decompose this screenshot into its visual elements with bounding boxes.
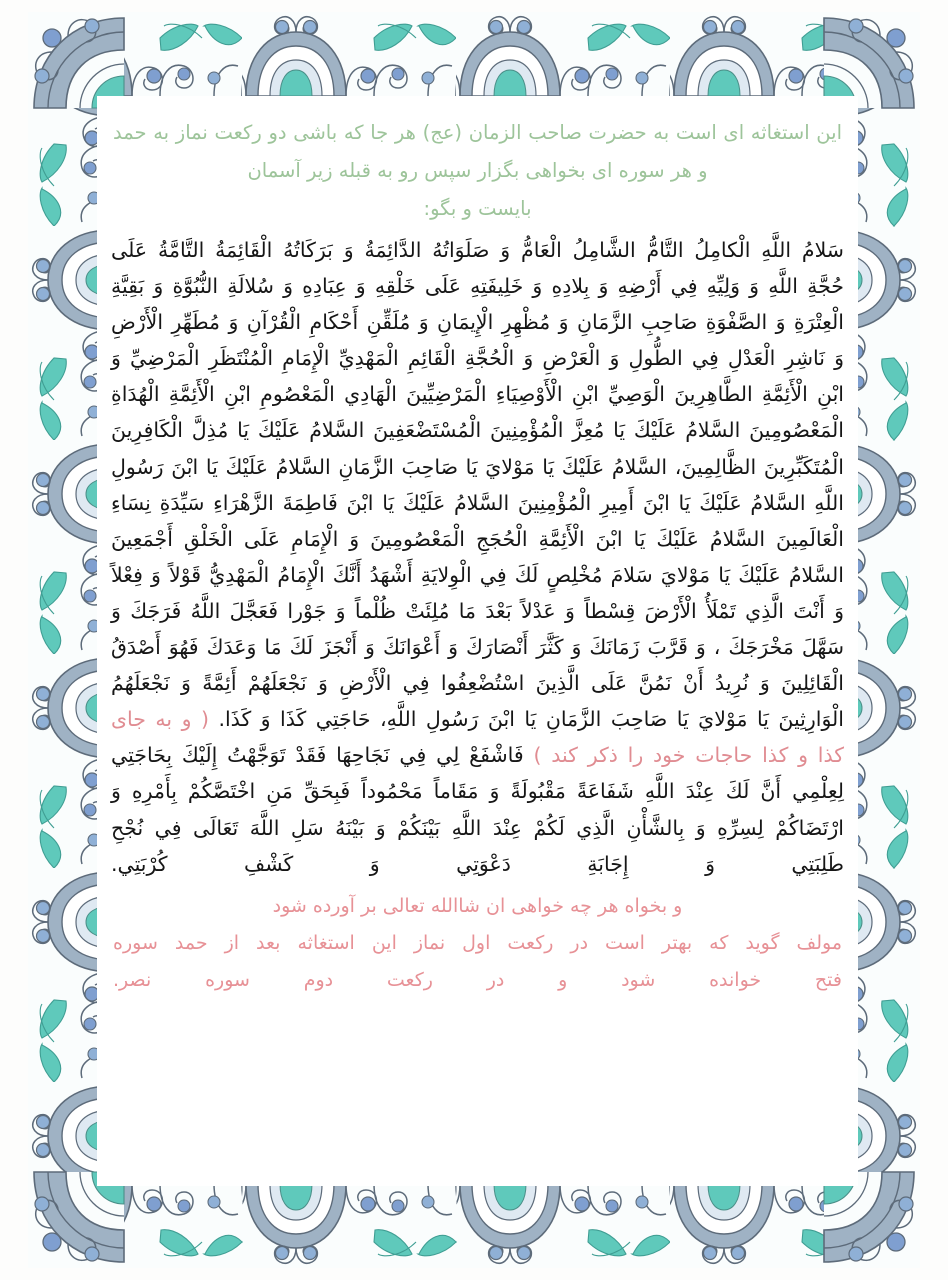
arabic-line-after-3: عِنْدَ اللَّهِ بَيْنَكُمْ وَ بَيْنَهُ سَلِ اللَّهَ تَعَالَى فِي نُجْحِ طَلِبَتِي وَ إِجَابَةِ دَعْوَتِي وَ كَشْفِ كُرْبَتِي. bbox=[111, 815, 844, 876]
intro-line-2: رکعت نماز به حمد و هر سوره ای بخواهی بگزار سپس رو به قبله زیر آسمان bbox=[113, 121, 708, 182]
arabic-line-6: الْمَرْضِيِّينَ الْهَادِي الْمَعْصُومِ ابْنِ الْأَئِمَّةِ الْهُدَاةِ الْمَعْصُومِينَ السَّلامُ عَلَيْكَ يَا مُعِزَّ bbox=[111, 382, 844, 443]
border-bottom bbox=[124, 1172, 824, 1268]
arabic-line-14: وَ أَنْجَزَ لَكَ مَا وَعَدَكَ فَهُوَ أَصْدَقُ الْقَائِلِينَ وَ نُرِيدُ أَنْ نَمُنَّ عَلَى الَّذِينَ اسْتُضْعِفُوا bbox=[111, 635, 844, 696]
intro-line-1: این استغاثه ای است به حضرت صاحب الزمان (عج) هر جا که باشی دو bbox=[268, 121, 842, 144]
arabic-hajati-phrase: رَسُولِ اللَّهِ، حَاجَتِي كَذَا وَ كَذَا. bbox=[218, 707, 479, 732]
arabic-line-8: السَّلامُ عَلَيْكَ يَا مَوْلايَ يَا صَاحِبَ الزَّمَانِ السَّلامُ عَلَيْكَ يَا ابْنَ رَسُولِ اللَّهِ السَّلامُ bbox=[111, 454, 845, 515]
arabic-line-1: سَلامُ اللَّهِ الْكامِلُ التَّامُّ الشَّامِلُ الْعَامُّ وَ صَلَوَاتُهُ الدَّائِمَةُ وَ بَرَكَاتُهُ الْقَائِمَةُ التَّامَّةُ bbox=[157, 238, 844, 262]
intro-persian-block bbox=[113, 114, 842, 228]
text-panel bbox=[97, 96, 858, 1186]
arabic-line-3: سُلالَةِ النُّبُوَّةِ وَ بَقِيَّةِ الْعِتْرَةِ وَ الصَّفْوَةِ صَاحِبِ الزَّمَانِ وَ مُظْهِرِ الْإِيمَانِ وَ مُلَقِّنِ bbox=[111, 274, 844, 335]
arabic-line-12: الْمَهْدِيُّ قَوْلاً وَ فِعْلاً وَ أَنْتَ الَّذِي تَمْلَأُ الْأَرْضَ قِسْطاً وَ عَدْلاً بَعْدَ مَا مُلِئَتْ ظُلْماً وَ bbox=[111, 562, 844, 623]
outro-line-1: و بخواه هر چه خواهی ان شاالله تعالی بر آورده شود bbox=[272, 894, 683, 917]
arabic-line-9: عَلَيْكَ يَا ابْنَ أَمِيرِ الْمُؤْمِنِينَ السَّلامُ عَلَيْكَ يَا ابْنَ فَاطِمَةَ الزَّهْرَاءِ سَيِّدَةِ نِسَاءِ bbox=[111, 490, 742, 515]
arabic-line-10: الْعَالَمِينَ السَّلامُ عَلَيْكَ يَا ابْنَ الْأَئِمَّةِ الْحُجَجِ الْمَعْصُومِينَ وَ الْإِمَامِ عَلَى الْخَلْقِ bbox=[183, 526, 844, 551]
arabic-line-7: الْمُؤْمِنِينَ الْمُسْتَضْعَفِينَ السَّلامُ عَلَيْكَ يَا مُذِلَّ الْكَافِرِينَ الْمُتَكَبِّرِينَ الظَّالِمِينَ، bbox=[111, 418, 844, 479]
arabic-line-13: جَوْرا فَعَجَّلَ اللَّهُ فَرَجَكَ وَ سَهَّلَ مَخْرَجَكَ ، وَ قَرَّبَ زَمَانَكَ وَ كَثَّرَ أَنْصَارَكَ وَ أَعْوَانَكَ bbox=[111, 598, 845, 660]
arabic-body-block bbox=[111, 232, 844, 882]
arabic-line-15: فِي الْأَرْضِ وَ نَجْعَلَهُمْ أَئِمَّةً وَ نَجْعَلَهُمُ الْوَارِثِينَ يَا مَوْلايَ يَا صَاحِبَ الزَّمَانِ يَا ابْنَ bbox=[111, 671, 844, 732]
outro-persian-block bbox=[113, 888, 842, 999]
arabic-line-2: عَلَى حُجَّةِ اللَّهِ وَ وَلِيِّهِ فِي أَرْضِهِ وَ بِلادِهِ وَ خَلِيفَتِهِ عَلَى خَلْقِهِ وَ عِبَادِهِ وَ bbox=[111, 238, 844, 299]
outro-line-3: فتح خوانده شود و در رکعت دوم سوره نصر. bbox=[113, 968, 842, 991]
outro-line-2: مولف گوید که بهتر است در رکعت اول نماز این استغاثه بعد از حمد سوره bbox=[113, 931, 842, 954]
arabic-line-5: الْمَهْدِيِّ الْإِمَامِ الْمُنْتَظَرِ الْمَرْضِيِّ وَ ابْنِ الْأَئِمَّةِ الطَّاهِرِينَ الْوَصِيِّ ابْنِ الْأَوْصِيَاءِ bbox=[111, 346, 844, 407]
arabic-line-after-2: وَ مَقَاماً مَحْمُوداً فَبِحَقِّ مَنِ اخْتَصَّكُمْ بِأَمْرِهِ وَ ارْتَضَاكُمْ لِسِرِّهِ وَ بِالشَّأْنِ الَّذِي لَكُمْ bbox=[111, 779, 844, 840]
arabic-line-11: أَجْمَعِينَ السَّلامُ عَلَيْكَ يَا مَوْلايَ سَلامَ مُخْلِصٍ لَكَ فِي الْوِلايَةِ أَشْهَدُ أَنَّكَ الْإِمَامُ bbox=[111, 526, 845, 587]
persian-inline-note: ( و به جای کذا و کذا حاجات خود را ذکر کند ) bbox=[111, 707, 844, 768]
border-top bbox=[124, 12, 824, 108]
arabic-line-4: أَحْكَامِ الْقُرْآنِ وَ مُطَهِّرِ الْأَرْضِ وَ نَاشِرِ الْعَدْلِ فِي الطُّولِ وَ الْعَرْضِ وَ الْحُجَّةِ الْقَائِمِ bbox=[111, 310, 844, 371]
intro-line-3: بایست و بگو: bbox=[423, 197, 532, 220]
arabic-line-after-1: فَاشْفَعْ لِي فِي نَجَاحِهَا فَقَدْ تَوَجَّهْتُ إِلَيْكَ بِحَاجَتِي لِعِلْمِي أَنَّ لَكَ عِنْدَ اللَّهِ شَفَاعَةً مَقْبُولَةً bbox=[111, 743, 844, 804]
text-panel-inner bbox=[97, 96, 858, 999]
